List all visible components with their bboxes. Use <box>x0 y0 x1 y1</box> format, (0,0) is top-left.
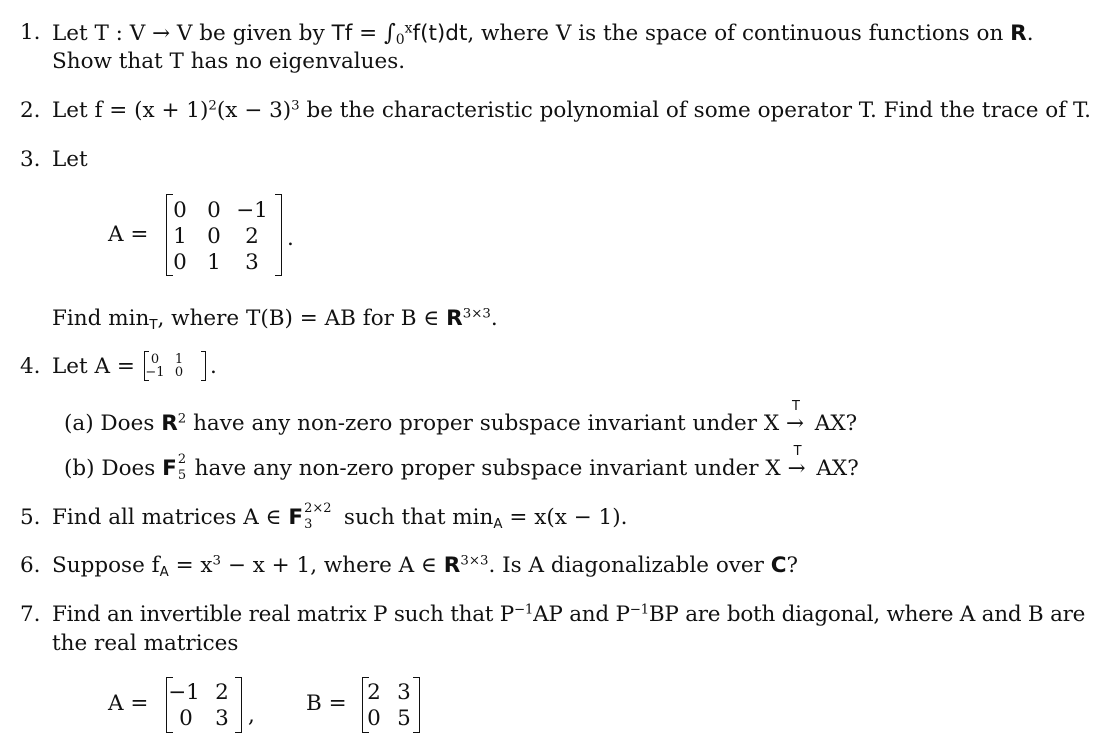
problem-number: 6. <box>20 553 41 578</box>
matrix-a: −1 2 0 3 <box>166 677 242 733</box>
mapsto-arrow-icon: T → <box>785 399 804 436</box>
matrix-a-inline: 0 1 −1 0 <box>144 351 206 381</box>
problem-3-intro: Let <box>52 147 88 172</box>
problem-7-line-1: Find an invertible real matrix P such that $P^{-1}AP$ and $P^{-1}BP$ are both diagonal, where A and B are <box>52 602 1086 627</box>
matrix-b: 2 3 0 5 <box>362 677 420 733</box>
matrix-label: A = <box>108 222 149 247</box>
matrix-label: A = <box>108 691 149 716</box>
period: . <box>210 354 217 379</box>
problem-3-find: Find $\min_T$, where T(B) = AB for B ∈ $R^{3\times 3}$. <box>52 306 498 333</box>
integral-symbol: $\int_0^x$ <box>383 20 413 49</box>
problem-number: 1. <box>20 20 41 45</box>
problem-number: 4. <box>20 354 41 379</box>
problem-number: 2. <box>20 98 41 123</box>
problem-number: 5. <box>20 505 41 530</box>
matrix-label: B = <box>306 691 347 716</box>
matrix-a: 0 0 −1 1 0 2 0 1 3 <box>166 194 282 276</box>
problem-7-line-2: the real matrices <box>52 631 239 656</box>
problem-1-line-2: Show that T has no eigenvalues. <box>52 49 406 74</box>
problem-number: 7. <box>20 602 41 627</box>
problem-2-text: Let $f = (x + 1)^2(x - 3)^3$ be the characteristic polynomial of some operator T. Find the trace of T. <box>52 98 1092 123</box>
problem-4a: (a) Does $R^2$ have any non-zero proper subspace invariant under X T → AX? <box>64 399 858 436</box>
problem-4b: (b) Does F 2 5 have any non-zero proper subspace invariant under X T → AX? <box>64 444 859 483</box>
problem-6-text: Suppose $f_A = x^3 - x + 1$, where A ∈ $R^{3\times 3}$. Is A diagonalizable over C? <box>52 553 799 580</box>
mapsto-arrow-icon: T → <box>787 444 806 481</box>
problem-number: 3. <box>20 147 41 172</box>
problem-4-intro: Let A = <box>52 354 135 379</box>
period: . <box>287 226 294 251</box>
comma: , <box>248 703 255 728</box>
problem-5-text: Find all matrices A ∈ F 2×2 3 such that $\min_A = x(x - 1)$. <box>52 501 628 532</box>
problem-1-line-1: Let T : V → V be given by $Tf = \int_0^xf(t)dt$, where V is the space of continuous functions on R. <box>52 20 1034 49</box>
